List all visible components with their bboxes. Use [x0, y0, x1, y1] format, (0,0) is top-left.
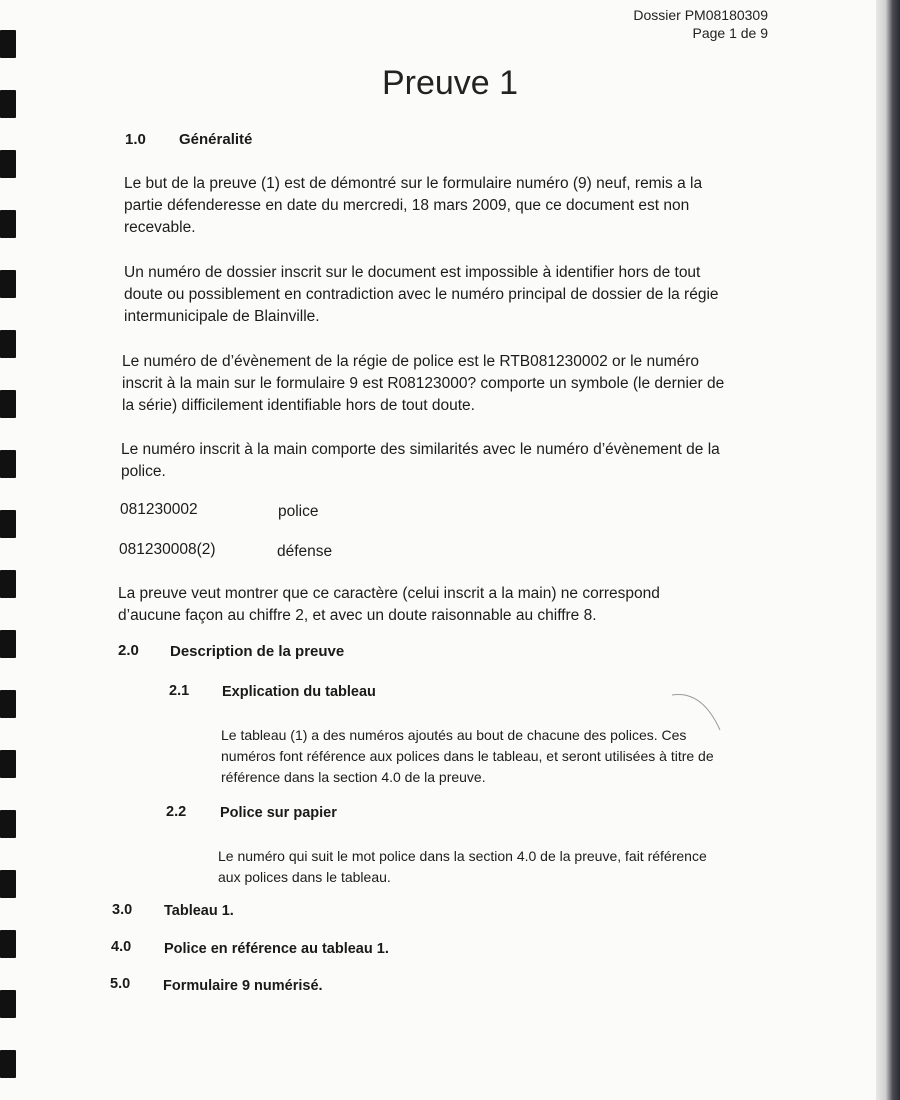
section-4-number: 4.0	[111, 939, 132, 955]
page-title: Preuve 1	[381, 64, 519, 102]
section-2-title: Description de la preuve	[170, 643, 345, 660]
section-2-2-number: 2.2	[166, 804, 187, 820]
section-2-number: 2.0	[118, 642, 139, 659]
number-row-defense: 081230008(2)	[119, 541, 216, 558]
page-number: Page 1 de 9	[692, 25, 768, 41]
page-header	[633, 6, 768, 42]
paragraph-2: Un numéro de dossier inscrit sur le document est impossible à identifier hors de tout doute ou possiblement en contradiction avec le numéro principal de dossier de la régie intermunicipale de Blainville.	[124, 264, 719, 325]
number-label-defense: défense	[277, 543, 333, 560]
section-1-number: 1.0	[125, 131, 146, 148]
page-edge-shadow	[876, 0, 900, 1100]
dossier-number: Dossier PM08180309	[633, 7, 768, 23]
paragraph-1: Le but de la preuve (1) est de démontré sur le formulaire numéro (9) neuf, remis a la partie défenderesse en date du mercredi, 18 mars 2009, que ce document est non recevable.	[124, 175, 703, 236]
paragraph-3: Le numéro de d’évènement de la régie de police est le RTB081230002 or le numéro inscrit à la main sur le formulaire 9 est R08123000? comporte un symbole (le dernier de la série) difficilement identifiable hors de tout doute.	[122, 353, 725, 414]
section-2-1-number: 2.1	[169, 683, 190, 699]
section-5-title: Formulaire 9 numérisé.	[163, 978, 323, 994]
section-5-number: 5.0	[110, 976, 131, 992]
number-row-police: 081230002	[120, 501, 198, 518]
section-2-1-title: Explication du tableau	[222, 684, 376, 700]
binding-holes	[0, 0, 18, 1100]
section-2-2-title: Police sur papier	[220, 805, 337, 821]
number-label-police: police	[278, 503, 319, 520]
paragraph-2-2: Le numéro qui suit le mot police dans la section 4.0 de la preuve, fait référence aux polices dans le tableau.	[218, 848, 707, 885]
section-1-title: Généralité	[179, 131, 253, 148]
paragraph-2-1: Le tableau (1) a des numéros ajoutés au bout de chacune des polices. Ces numéros font référence aux polices dans le tableau, et seront utilisées à titre de référence dans la section 4.0 de la preuve.	[221, 727, 714, 785]
section-4-title: Police en référence au tableau 1.	[164, 941, 389, 957]
section-3-number: 3.0	[112, 902, 133, 918]
paragraph-4: Le numéro inscrit à la main comporte des similarités avec le numéro d’évènement de la police.	[121, 441, 720, 480]
section-3-title: Tableau 1.	[164, 903, 234, 919]
paragraph-5: La preuve veut montrer que ce caractère (celui inscrit a la main) ne correspond d’aucune façon au chiffre 2, et avec un doute raisonnable au chiffre 8.	[118, 585, 660, 624]
